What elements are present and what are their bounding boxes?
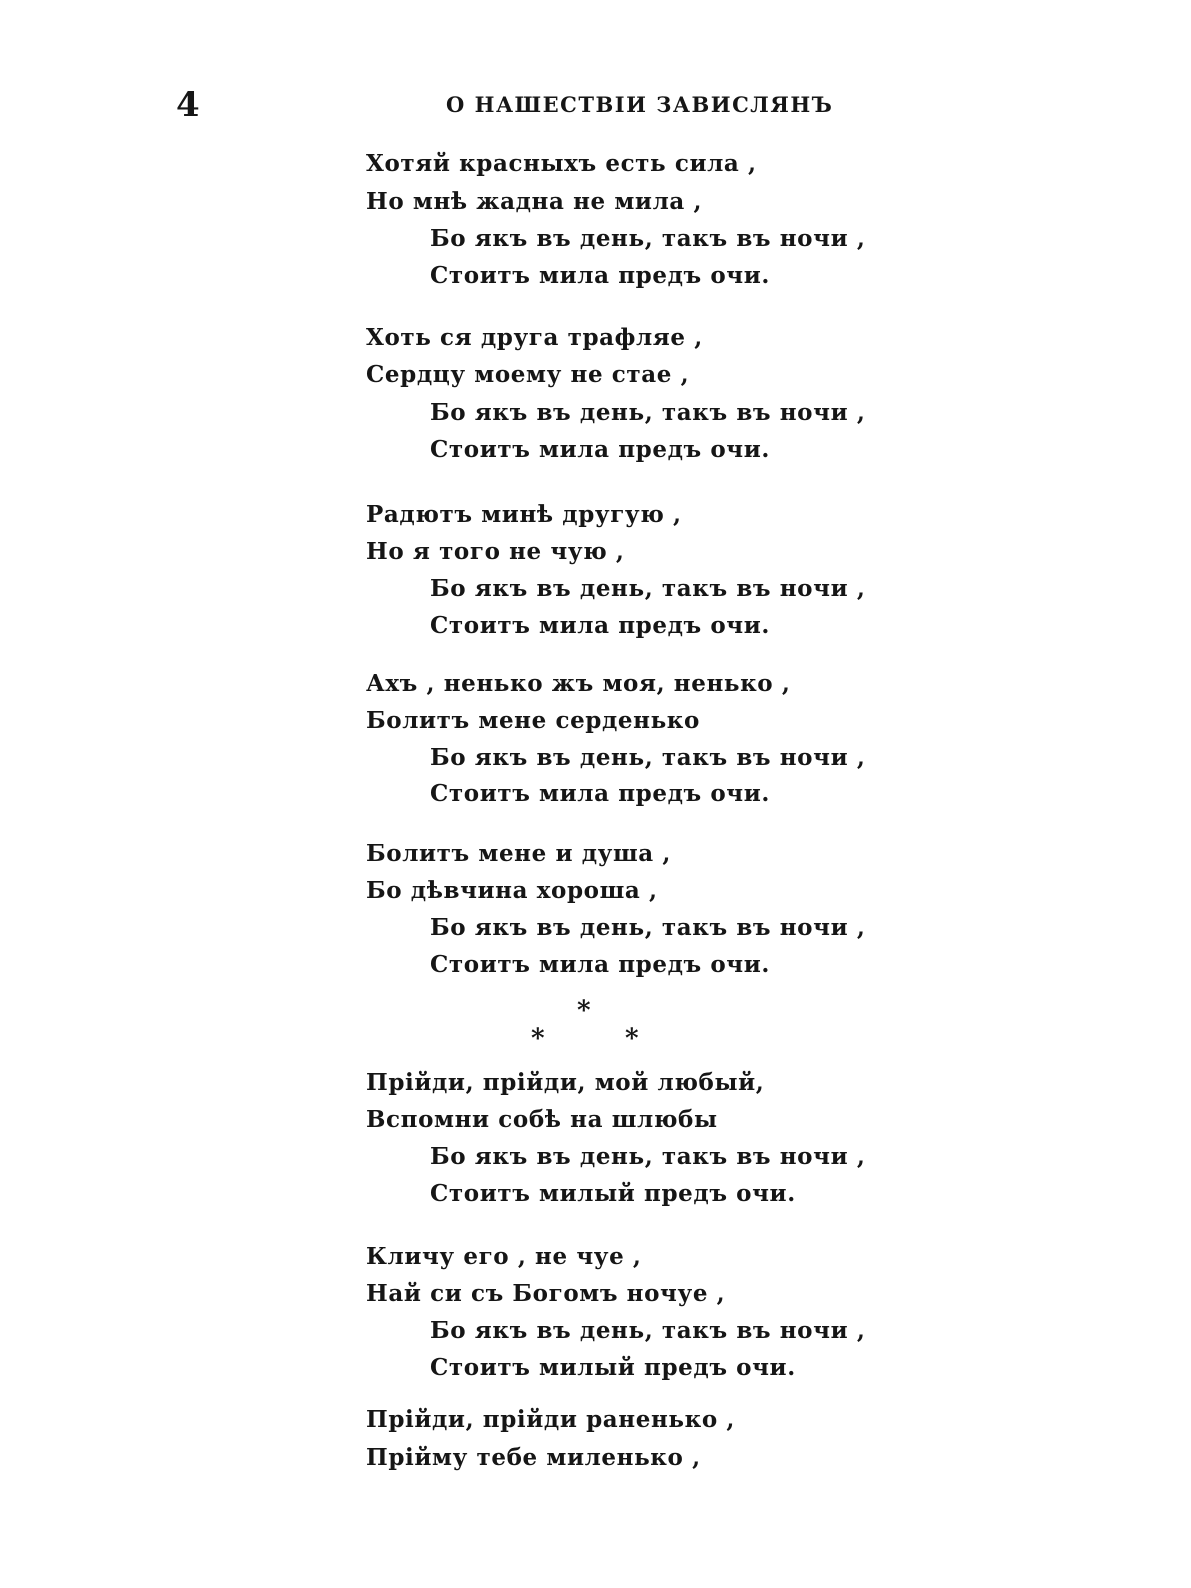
poem-line: Бо якъ въ день, такъ въ ночи , (430, 914, 866, 941)
poem-line: Стоитъ мила предъ очи. (430, 951, 770, 978)
poem-line: Стоитъ мила предъ очи. (430, 262, 770, 289)
poem-line: Бо дѣвчина хороша , (366, 877, 658, 904)
poem-line: Ахъ , ненько жъ моя, ненько , (366, 670, 791, 697)
separator-asterisk: * (531, 1024, 545, 1054)
page-number: 4 (176, 85, 200, 125)
poem-line: Бо якъ въ день, такъ въ ночи , (430, 1317, 866, 1344)
poem-line: Вспомни собѣ на шлюбы (366, 1106, 718, 1133)
poem-line: Най си съ Богомъ ночуе , (366, 1280, 726, 1307)
poem-line: Стоитъ мила предъ очи. (430, 436, 770, 463)
poem-line: Стоитъ милый предъ очи. (430, 1354, 796, 1381)
poem-line: Стоитъ мила предъ очи. (430, 612, 770, 639)
running-head: О НАШЕСТВІИ ЗАВИСЛЯНЪ (446, 92, 834, 117)
poem-line: Стоитъ милый предъ очи. (430, 1180, 796, 1207)
poem-line: Но я того не чую , (366, 538, 625, 565)
poem-line: Хоть ся друга трафляе , (366, 324, 703, 351)
poem-line: Но мнѣ жадна не мила , (366, 188, 703, 215)
poem-line: Радютъ минѣ другую , (366, 501, 682, 528)
poem-line: Стоитъ мила предъ очи. (430, 780, 770, 807)
poem-line: Прійди, прійди, мой любый, (366, 1069, 765, 1096)
poem-line: Хотяй красныхъ есть сила , (366, 150, 757, 177)
poem-line: Бо якъ въ день, такъ въ ночи , (430, 1143, 866, 1170)
poem-line: Кличу его , не чуе , (366, 1243, 642, 1270)
poem-line: Бо якъ въ день, такъ въ ночи , (430, 399, 866, 426)
poem-line: Бо якъ въ день, такъ въ ночи , (430, 575, 866, 602)
poem-line: Бо якъ въ день, такъ въ ночи , (430, 225, 866, 252)
poem-line: Прійди, прійди раненько , (366, 1406, 735, 1433)
poem-line: Прійму тебе миленько , (366, 1444, 701, 1471)
poem-line: Болитъ мене и душа , (366, 840, 672, 867)
separator-asterisk: * (577, 996, 591, 1026)
poem-line: Бо якъ въ день, такъ въ ночи , (430, 744, 866, 771)
poem-line: Болитъ мене серденько (366, 707, 700, 734)
poem-line: Сердцу моему не стае , (366, 361, 690, 388)
separator-asterisk: * (625, 1024, 639, 1054)
